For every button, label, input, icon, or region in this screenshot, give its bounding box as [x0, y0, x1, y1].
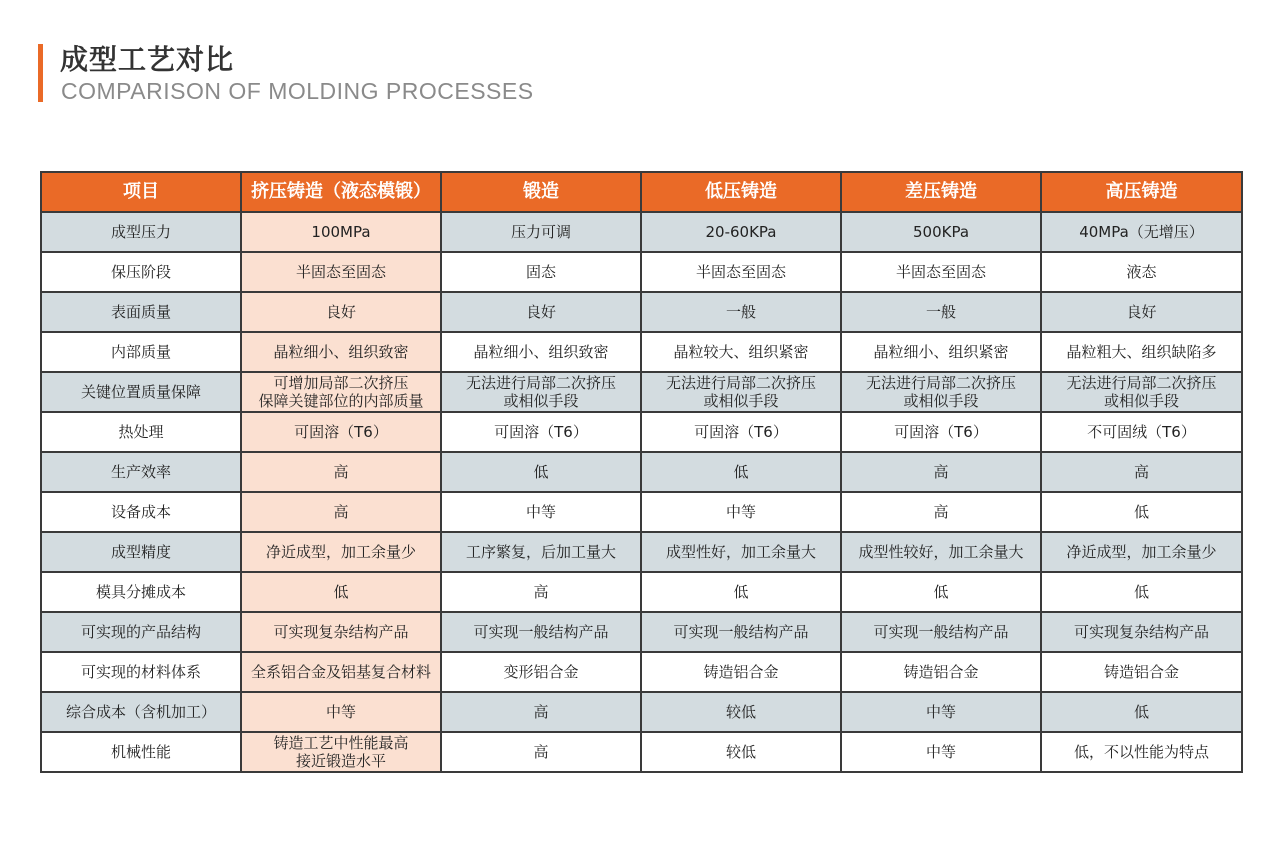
table-cell: 100MPa	[241, 212, 441, 252]
table-row	[41, 372, 1242, 412]
table-cell: 中等	[441, 492, 641, 532]
table-cell: 工序繁复，后加工量大	[441, 532, 641, 572]
table-cell: 晶粒细小、组织致密	[441, 332, 641, 372]
table-cell: 高	[441, 692, 641, 732]
column-header-low-pressure: 低压铸造	[641, 172, 841, 212]
table-row	[41, 652, 1242, 692]
table-cell: 低	[241, 572, 441, 612]
table-cell: 半固态至固态	[641, 252, 841, 292]
table-cell: 低	[441, 452, 641, 492]
table-cell: 低	[641, 572, 841, 612]
table-cell: 晶粒细小、组织致密	[241, 332, 441, 372]
table-cell: 高	[841, 452, 1041, 492]
table-cell: 低	[1041, 492, 1242, 532]
table-cell: 晶粒细小、组织紧密	[841, 332, 1041, 372]
table-cell: 无法进行局部二次挤压 或相似手段	[1041, 372, 1242, 412]
column-header-item: 项目	[41, 172, 241, 212]
table-cell: 低	[1041, 572, 1242, 612]
table-cell: 中等	[241, 692, 441, 732]
table-cell: 液态	[1041, 252, 1242, 292]
column-header-high-pressure: 高压铸造	[1041, 172, 1242, 212]
table-cell: 低	[841, 572, 1041, 612]
table-cell: 净近成型，加工余量少	[1041, 532, 1242, 572]
table-cell: 高	[841, 492, 1041, 532]
table-cell: 可增加局部二次挤压 保障关键部位的内部质量	[241, 372, 441, 412]
column-header-forging: 锻造	[441, 172, 641, 212]
table-cell: 低，不以性能为特点	[1041, 732, 1242, 772]
table-cell: 变形铝合金	[441, 652, 641, 692]
table-cell: 可实现一般结构产品	[441, 612, 641, 652]
row-label-cell: 内部质量	[41, 332, 241, 372]
table-cell: 低	[641, 452, 841, 492]
table-cell: 20-60KPa	[641, 212, 841, 252]
table-cell: 高	[241, 452, 441, 492]
table-cell: 无法进行局部二次挤压 或相似手段	[641, 372, 841, 412]
table-row	[41, 252, 1242, 292]
table-cell: 较低	[641, 732, 841, 772]
row-label-cell: 关键位置质量保障	[41, 372, 241, 412]
table-cell: 高	[441, 732, 641, 772]
table-cell: 可实现一般结构产品	[841, 612, 1041, 652]
row-label-cell: 成型精度	[41, 532, 241, 572]
row-label-cell: 综合成本（含机加工）	[41, 692, 241, 732]
table-cell: 中等	[841, 692, 1041, 732]
table-cell: 中等	[641, 492, 841, 532]
row-label-cell: 热处理	[41, 412, 241, 452]
table-cell: 铸造铝合金	[1041, 652, 1242, 692]
table-row	[41, 572, 1242, 612]
table-cell: 铸造铝合金	[641, 652, 841, 692]
table-row	[41, 412, 1242, 452]
row-label-cell: 生产效率	[41, 452, 241, 492]
table-cell: 可固溶（T6）	[441, 412, 641, 452]
table-cell: 净近成型，加工余量少	[241, 532, 441, 572]
row-label-cell: 可实现的材料体系	[41, 652, 241, 692]
table-cell: 较低	[641, 692, 841, 732]
table-cell: 可固溶（T6）	[241, 412, 441, 452]
table-cell: 良好	[1041, 292, 1242, 332]
row-label-cell: 表面质量	[41, 292, 241, 332]
table-cell: 一般	[841, 292, 1041, 332]
row-label-cell: 保压阶段	[41, 252, 241, 292]
table-row	[41, 332, 1242, 372]
table-cell: 良好	[241, 292, 441, 332]
table-cell: 良好	[441, 292, 641, 332]
row-label-cell: 可实现的产品结构	[41, 612, 241, 652]
table-cell: 半固态至固态	[841, 252, 1041, 292]
table-cell: 半固态至固态	[241, 252, 441, 292]
table-cell: 无法进行局部二次挤压 或相似手段	[441, 372, 641, 412]
table-cell: 高	[1041, 452, 1242, 492]
table-cell: 低	[1041, 692, 1242, 732]
table-cell: 可实现一般结构产品	[641, 612, 841, 652]
table-cell: 成型性好，加工余量大	[641, 532, 841, 572]
table-cell: 晶粒粗大、组织缺陷多	[1041, 332, 1242, 372]
comparison-table	[40, 171, 1243, 773]
table-cell: 可固溶（T6）	[841, 412, 1041, 452]
table-cell: 不可固绒（T6）	[1041, 412, 1242, 452]
table-row	[41, 492, 1242, 532]
table-header-row	[41, 172, 1242, 212]
column-header-squeeze-casting: 挤压铸造（液态模锻）	[241, 172, 441, 212]
table-cell: 无法进行局部二次挤压 或相似手段	[841, 372, 1041, 412]
table-cell: 铸造工艺中性能最高 接近锻造水平	[241, 732, 441, 772]
table-row	[41, 452, 1242, 492]
table-cell: 固态	[441, 252, 641, 292]
table-cell: 高	[441, 572, 641, 612]
table-row	[41, 732, 1242, 772]
page-title: 成型工艺对比	[60, 43, 235, 76]
table-cell: 40MPa（无增压）	[1041, 212, 1242, 252]
row-label-cell: 设备成本	[41, 492, 241, 532]
table-row	[41, 692, 1242, 732]
table-cell: 中等	[841, 732, 1041, 772]
table-row	[41, 612, 1242, 652]
table-cell: 500KPa	[841, 212, 1041, 252]
title-accent-bar	[38, 44, 43, 102]
table-cell: 可固溶（T6）	[641, 412, 841, 452]
table-cell: 一般	[641, 292, 841, 332]
table-cell: 全系铝合金及铝基复合材料	[241, 652, 441, 692]
table-cell: 可实现复杂结构产品	[241, 612, 441, 652]
table-cell: 高	[241, 492, 441, 532]
table-cell: 铸造铝合金	[841, 652, 1041, 692]
table-cell: 可实现复杂结构产品	[1041, 612, 1242, 652]
table-cell: 压力可调	[441, 212, 641, 252]
table-row	[41, 212, 1242, 252]
table-row	[41, 292, 1242, 332]
column-header-differential-pressure: 差压铸造	[841, 172, 1041, 212]
row-label-cell: 模具分摊成本	[41, 572, 241, 612]
page-subtitle: COMPARISON OF MOLDING PROCESSES	[61, 78, 534, 104]
table-cell: 晶粒较大、组织紧密	[641, 332, 841, 372]
row-label-cell: 成型压力	[41, 212, 241, 252]
table-cell: 成型性较好，加工余量大	[841, 532, 1041, 572]
row-label-cell: 机械性能	[41, 732, 241, 772]
table-row	[41, 532, 1242, 572]
